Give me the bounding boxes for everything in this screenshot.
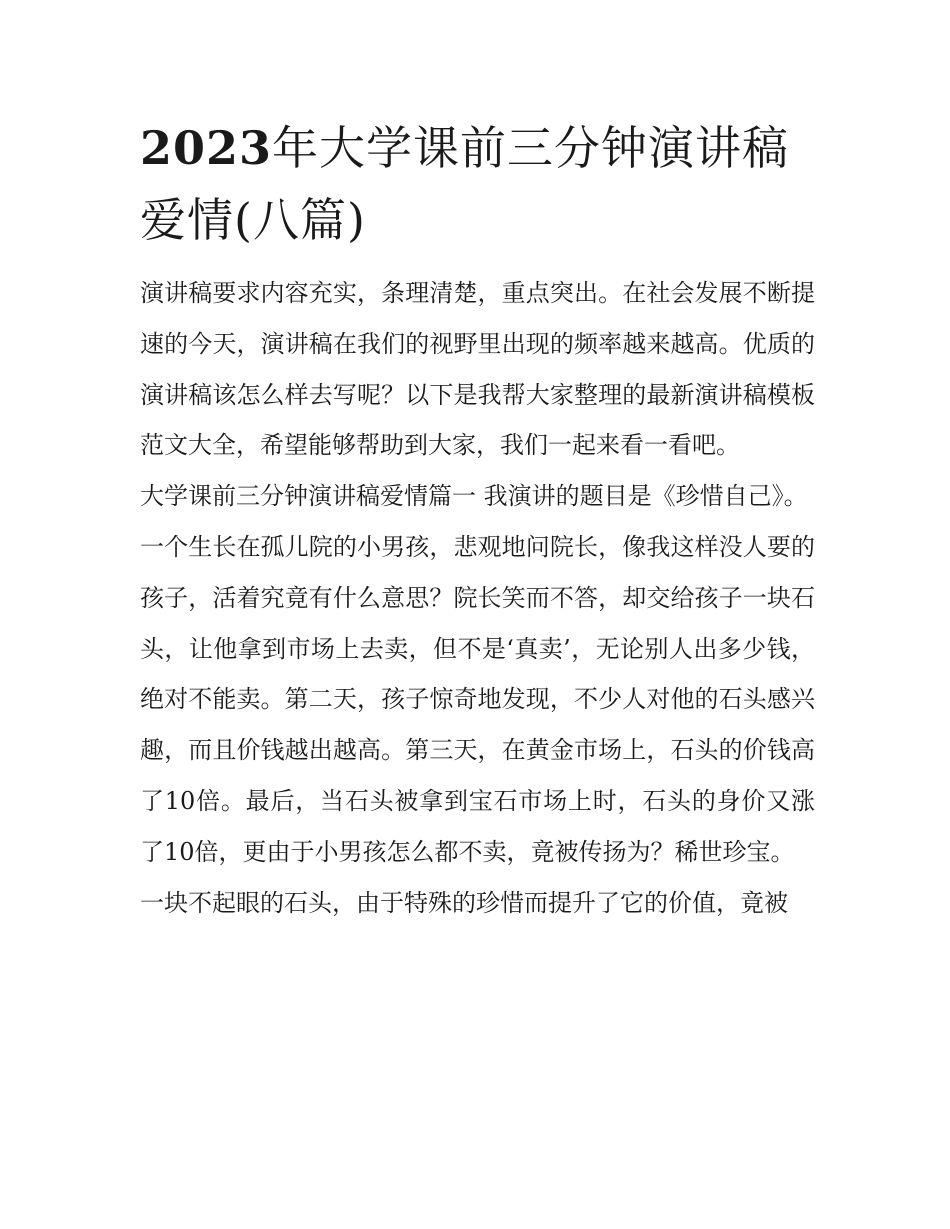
document-page [140, 112, 815, 928]
closing-paragraph: 一块不起眼的石头，由于特殊的珍惜而提升了它的价值，竟被 [140, 888, 788, 917]
document-title [140, 112, 815, 256]
story-paragraph: 一个生长在孤儿院的小男孩，悲观地问院长，像我这样没人要的孩子，活着究竟有什么意思？院长笑而不答，却交给孩子一块石头，让他拿到市场上去卖，但不是‘真卖’，无论别人出多少钱，绝对不能卖。第二天，孩子惊奇地发现，不少人对他的石头感兴趣，而且价钱越出越高。第三天，在黄金市场上，石头的价钱高了10倍。最后，当石头被拿到宝石市场上时，石头的身价又涨了10倍，更由于小男孩怎么都不卖，竟被传扬为？稀世珍宝。 [140, 532, 815, 866]
title-text: 年大学课前三分钟演讲稿爱情(八篇) [140, 121, 790, 247]
intro-paragraph: 演讲稿要求内容充实，条理清楚，重点突出。在社会发展不断提速的今天，演讲稿在我们的视野里出现的频率越来越高。优质的演讲稿该怎么样去写呢？以下是我帮大家整理的最新演讲稿模板范文大全，希望能够帮助到大家，我们一起来看一看吧。 [140, 279, 815, 460]
section-heading-paragraph: 大学课前三分钟演讲稿爱情篇一 我演讲的题目是《珍惜自己》。 [140, 482, 808, 511]
title-year: 2023 [140, 121, 273, 175]
